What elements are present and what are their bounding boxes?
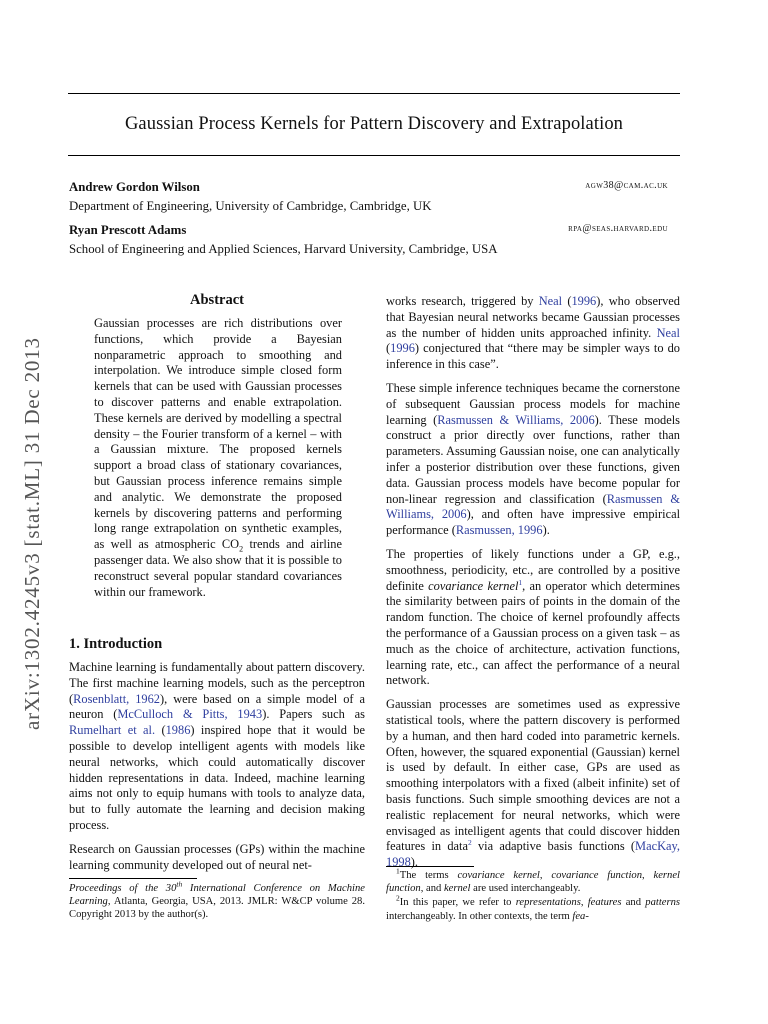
author-email[interactable]: agw38@cam.ac.uk xyxy=(585,180,668,191)
footnote-marker[interactable]: 2 xyxy=(467,838,472,848)
right-column-body xyxy=(386,294,680,879)
author-name: Ryan Prescott Adams xyxy=(69,223,187,237)
citation-link[interactable]: 1996 xyxy=(571,294,597,308)
citation-link[interactable]: Neal xyxy=(656,325,680,340)
title-rule-top xyxy=(68,93,680,94)
paragraph: These simple inference techniques became the cornerstone of subsequent Gaussian process models for machine learning (Rasmussen & Williams, 2006). These models construct a prior directly over functions, rather than parameters. Assuming Gaussian noise, one can analytically infer a posterior distribution over these functions, given data. Gaussian process models have become popular for non-linear regression and classification (Rasmussen & Williams, 2006), and often have impressive empirical performance (Rasmussen, 1996). xyxy=(386,380,681,538)
author-block-1 xyxy=(69,180,680,195)
abstract-heading: Abstract xyxy=(190,292,244,308)
author-name: Andrew Gordon Wilson xyxy=(69,180,200,194)
citation-link[interactable]: Rasmussen & Williams, 2006 xyxy=(437,412,595,427)
citation-link[interactable]: Neal xyxy=(538,294,563,308)
abstract-text: Gaussian processes are rich distributions over functions, which provide a Bayesian nonparametric approach to smoothing and interpolation. We introduce simple closed form kernels that can be used with Gaussian processes to discover patterns and enable extrapolation. These kernels are derived by modelling a spectral density – the Fourier transform of a kernel – with a Gaussian mixture. The proposed kernels support a broad class of stationary covariances, but Gaussian process inference remains simple and analytic. We demonstrate the proposed kernels by discovering patterns and performing long range extrapolation on synthetic examples, as well as atmospheric $CO_2$ trends and airline passenger data. We also show that it is possible to reconstruct several popular standard covariances within our framework. xyxy=(94,316,342,599)
citation-link[interactable]: Rosenblatt, 1962 xyxy=(73,691,160,706)
citation-link[interactable]: 1986 xyxy=(165,723,191,738)
arxiv-stamp: arXiv:1302.4245v3 [stat.ML] 31 Dec 2013 xyxy=(20,337,44,730)
proceedings-note: Proceedings of the 30th International Conference on Machine Learning, Atlanta, Georgia, USA, 2013. JMLR: W&CP volume 28. Copyright 2013 by the author(s). xyxy=(69,879,365,921)
author-affiliation: Department of Engineering, University of Cambridge, Cambridge, UK xyxy=(69,199,432,213)
paragraph: The properties of likely functions under a GP, e.g., smoothness, periodicity, etc., are controlled by a positive definite covariance kernel$^1$, an operator which determines the similarity between pairs of points in the domain of the random function. The choice of kernel profoundly affects the performance of a Gaussian process on a given task – as much as the choice of architecture, activation functions, learning rate, etc., can affect the performance of a neural network. xyxy=(386,546,680,688)
author-block-2 xyxy=(69,223,680,238)
author-email[interactable]: rpa@seas.harvard.edu xyxy=(568,223,668,234)
author-affiliation: School of Engineering and Applied Sciences, Harvard University, Cambridge, USA xyxy=(69,242,498,256)
paragraph: Research on Gaussian processes (GPs) within the machine learning community developed out of neural net- xyxy=(69,841,365,872)
title-rule-bottom xyxy=(68,155,680,156)
citation-link[interactable]: McCulloch & Pitts, 1943 xyxy=(117,707,263,722)
citation-link[interactable]: MacKay, 1998 xyxy=(386,839,680,870)
paragraph: Machine learning is fundamentally about pattern discovery. The first machine learning models, such as the perceptron (Rosenblatt, 1962), were based on a simple model of a neuron (McCulloch & Pitts, 1943). Papers such as Rumelhart et al. (1986) inspired hope that it would be possible to develop intelligent agents with models like neural networks, which could automatically discover hidden representations in data. Indeed, machine learning aims not only to equip humans with tools to analyze data, but to fully automate the learning and decision making process. xyxy=(69,660,366,832)
citation-link[interactable]: 1996 xyxy=(390,341,415,356)
citation-link[interactable]: Rumelhart et al. xyxy=(69,723,156,738)
footnotes xyxy=(386,866,681,924)
paragraph: Gaussian processes are sometimes used as expressive statistical tools, where the pattern discovery is performed by a human, and then hard coded into parametric kernels. Often, however, the squared exponential (Gaussian) kernel is used by default. In either case, GPs are used as smoothing interpolators with a fixed (albeit infinite) set of basis functions. Such simple smoothing devices are not a realistic replacement for neural networks, which were envisaged as intelligent agents that could discover hidden features in data$^2$ via adaptive basis functions (MacKay, 1998). xyxy=(386,697,680,870)
footnote: $^2$In this paper, we refer to representations, features and patterns interchangeably. In other contexts, the term fea- xyxy=(386,893,681,922)
paper-title: Gaussian Process Kernels for Pattern Discovery and Extrapolation xyxy=(124,114,624,134)
left-column-body xyxy=(69,660,365,881)
citation-link[interactable]: Rasmussen, 1996 xyxy=(455,523,543,538)
footnote: $^1$The terms covariance kernel, covariance function, kernel function, and kernel are used interchangeably. xyxy=(386,866,681,895)
footnote-marker[interactable]: 1 xyxy=(518,577,523,587)
section-heading-introduction: 1. Introduction xyxy=(69,636,163,652)
citation-link[interactable]: Rasmussen & Williams, 2006 xyxy=(386,491,681,522)
paragraph: works research, triggered by Neal (1996), who observed that Bayesian neural networks became Gaussian processes as the number of hidden units approached infinity. Neal (1996) conjectured that “there may be simpler ways to do inference in this case”. xyxy=(386,294,680,372)
